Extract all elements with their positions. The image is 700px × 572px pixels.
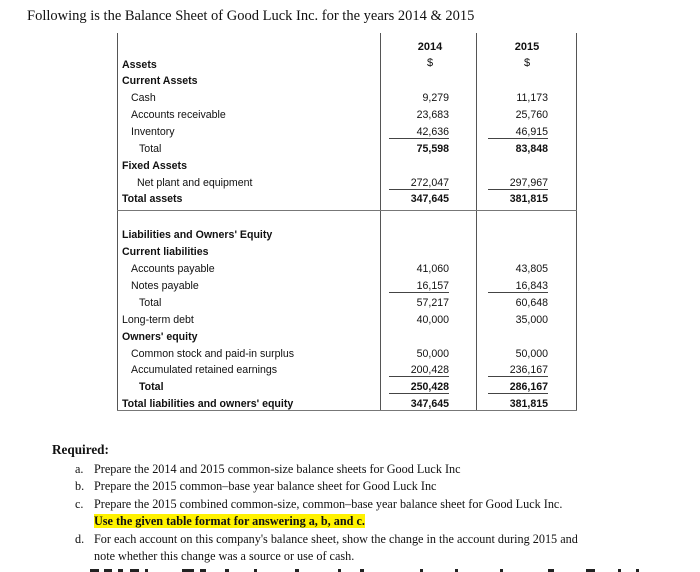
section-divider — [117, 210, 577, 211]
item-text: Prepare the 2015 combined common-size, common–base year balance sheet for Good Luck Inc. — [94, 497, 563, 511]
item-marker: b. — [75, 479, 85, 493]
highlighted-instruction — [94, 514, 365, 529]
currency-2014: $ — [426, 57, 434, 69]
item-marker: a. — [75, 462, 84, 476]
row-label-total-current-liabilities: Total — [139, 297, 162, 309]
row-label-accounts-payable: Accounts payable — [131, 263, 215, 275]
cell-total-current-liabilities-2014: 57,217 — [416, 297, 449, 309]
liabilities-heading: Liabilities and Owners' Equity — [122, 229, 273, 241]
required-heading: Required: — [52, 442, 109, 457]
cell-ar-2015: 25,760 — [515, 109, 548, 121]
required-item-c — [75, 497, 685, 513]
cell-total-assets-2014: 347,645 — [410, 193, 449, 205]
fixed-assets-heading: Fixed Assets — [122, 160, 187, 172]
owners-equity-heading: Owners' equity — [122, 331, 198, 343]
row-label-inventory: Inventory — [131, 126, 175, 138]
cell-total-equity-2014: 250,428 — [389, 381, 449, 394]
balance-sheet-table — [117, 33, 577, 413]
required-item-d — [75, 532, 690, 548]
page-title: Following is the Balance Sheet of Good Luck Inc. for the years 2014 & 2015 — [27, 8, 475, 24]
row-label-long-term-debt: Long-term debt — [122, 314, 194, 326]
item-marker: d. — [75, 532, 85, 546]
currency-2015: $ — [523, 57, 531, 69]
cell-total-current-assets-2014: 75,598 — [416, 143, 449, 155]
row-label-notes-payable: Notes payable — [131, 280, 199, 292]
cell-np-2015: 16,843 — [488, 280, 548, 293]
cell-net-plant-2014: 272,047 — [389, 177, 449, 190]
row-label-total-assets: Total assets — [122, 193, 183, 205]
required-item-a — [75, 462, 675, 478]
row-label-net-plant: Net plant and equipment — [137, 177, 253, 189]
cell-ap-2014: 41,060 — [416, 263, 449, 275]
item-marker: c. — [75, 497, 84, 511]
assets-heading: Assets — [122, 59, 157, 71]
cell-common-stock-2014: 50,000 — [416, 348, 449, 360]
row-label-accounts-receivable: Accounts receivable — [131, 109, 226, 121]
cell-inventory-2015: 46,915 — [488, 126, 548, 139]
table-bottom-border — [117, 410, 577, 411]
current-assets-heading: Current Assets — [122, 75, 198, 87]
cell-total-current-liabilities-2015: 60,648 — [515, 297, 548, 309]
row-label-common-stock: Common stock and paid-in surplus — [131, 348, 295, 360]
cell-total-le-2014: 347,645 — [410, 398, 449, 410]
row-label-total-current-assets: Total — [139, 143, 162, 155]
cell-retained-2015: 236,167 — [488, 364, 548, 377]
cell-cash-2015: 11,173 — [516, 92, 548, 104]
cell-ap-2015: 43,805 — [515, 263, 548, 275]
cell-common-stock-2015: 50,000 — [515, 348, 548, 360]
cell-total-equity-2015: 286,167 — [488, 381, 548, 394]
cell-ltd-2015: 35,000 — [515, 314, 548, 326]
column-divider-2015 — [476, 33, 477, 411]
table-left-border — [117, 33, 118, 411]
header-2015: 2015 — [514, 41, 540, 53]
cell-inventory-2014: 42,636 — [389, 126, 449, 139]
item-text: For each account on this company's balance sheet, show the change in the account during 2015 and — [94, 532, 578, 546]
table-right-border — [576, 33, 577, 411]
cropped-text-line — [90, 564, 690, 572]
cell-retained-2014: 200,428 — [389, 364, 449, 377]
row-label-cash: Cash — [131, 92, 156, 104]
cell-ltd-2014: 40,000 — [416, 314, 449, 326]
cell-ar-2014: 23,683 — [416, 109, 449, 121]
row-label-retained-earnings: Accumulated retained earnings — [131, 364, 278, 376]
row-label-total-equity: Total — [139, 381, 164, 393]
header-2014: 2014 — [417, 41, 443, 53]
row-label-total-liabilities-equity: Total liabilities and owners' equity — [122, 398, 294, 410]
cell-net-plant-2015: 297,967 — [488, 177, 548, 190]
column-divider-2014 — [380, 33, 381, 411]
current-liabilities-heading: Current liabilities — [122, 246, 209, 258]
required-item-d-continued: note whether this change was a source or use of cash. — [94, 549, 355, 563]
cell-np-2014: 16,157 — [389, 280, 449, 293]
item-text: Prepare the 2015 common–base year balance sheet for Good Luck Inc — [94, 479, 437, 493]
required-item-b — [75, 479, 675, 495]
item-text: Prepare the 2014 and 2015 common-size balance sheets for Good Luck Inc — [94, 462, 461, 476]
cell-total-assets-2015: 381,815 — [509, 193, 548, 205]
cell-total-le-2015: 381,815 — [509, 398, 548, 410]
cell-cash-2014: 9,279 — [422, 92, 449, 104]
highlight-text: Use the given table format for answering a, b, and c. — [94, 514, 365, 528]
cell-total-current-assets-2015: 83,848 — [515, 143, 548, 155]
